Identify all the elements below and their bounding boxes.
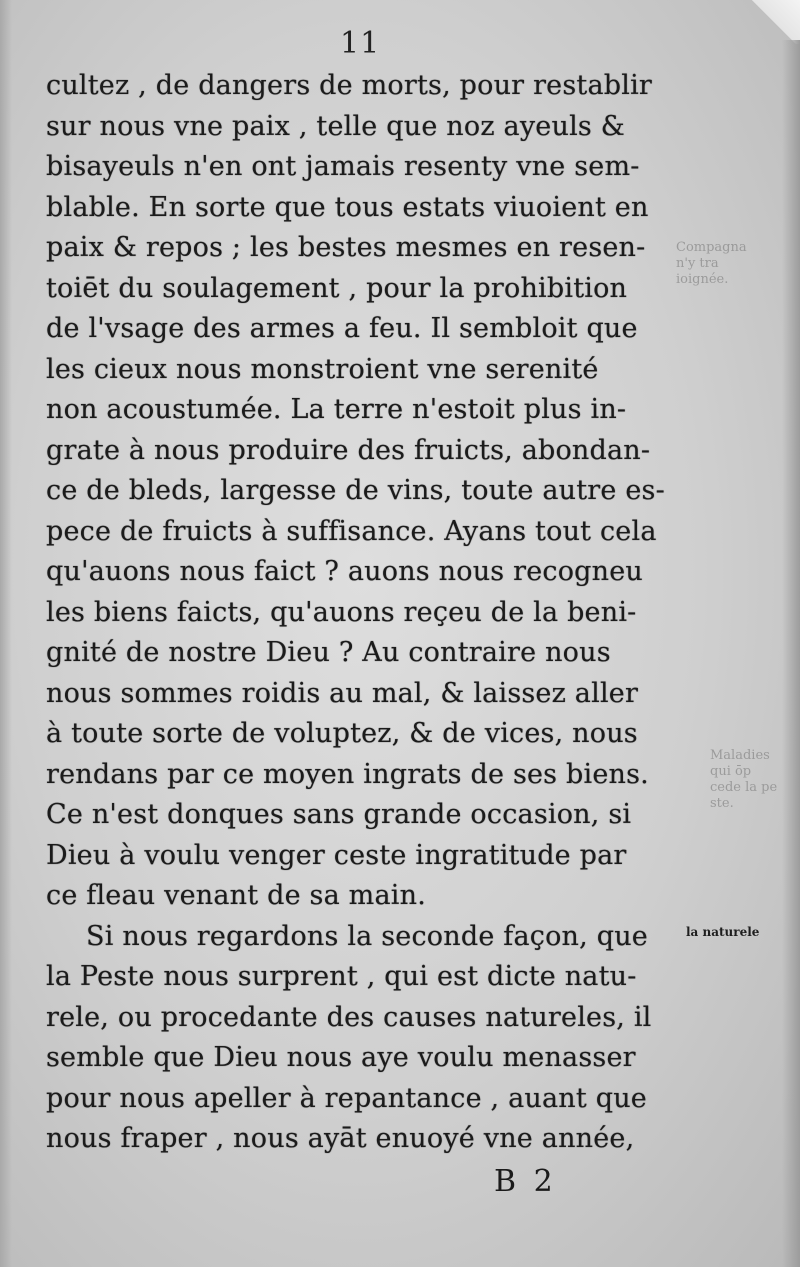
text-line: grate à nous produire des fruicts, abondan- — [46, 434, 651, 466]
text-line: ce de bleds, largesse de vins, toute autre es- — [46, 475, 665, 506]
text-line: la Peste nous surprent , qui est dicte natu- — [46, 961, 637, 992]
text-line: paix & repos ; les bestes mesmes en resen- — [46, 232, 646, 263]
page-edge-right — [782, 40, 800, 1267]
text-line: ce fleau venant de sa main. — [46, 880, 426, 911]
folded-corner — [738, 0, 800, 44]
text-line: pour nous apeller à repantance , auant que — [46, 1082, 647, 1114]
text-line: non acoustumée. La terre n'estoit plus in- — [46, 394, 627, 425]
show-through-text-middle: Maladies qui ōp cede la pe ste. — [710, 748, 778, 811]
text-line: gnité de nostre Dieu ? Au contraire nous — [46, 637, 611, 668]
page-number: 11 — [340, 26, 381, 61]
text-line: rele, ou procedante des causes natureles, il — [46, 1001, 652, 1033]
text-line: Ce n'est donques sans grande occasion, si — [46, 799, 632, 830]
margin-note: la naturele — [686, 925, 760, 939]
text-line: blable. En sorte que tous estats viuoient en — [46, 191, 649, 223]
show-through-text-upper: Compagna n'y tra ioignée. — [676, 240, 747, 287]
text-line: pece de fruicts à suffisance. Ayans tout cela — [46, 515, 657, 547]
text-line: à toute sorte de voluptez, & de vices, nous — [46, 718, 638, 749]
text-line: sur nous vne paix , telle que noz ayeuls & — [46, 110, 625, 142]
text-line: Dieu à voulu venger ceste ingratitude par — [46, 839, 627, 871]
text-line: bisayeuls n'en ont jamais resenty vne sem- — [46, 151, 640, 182]
text-line: les biens faicts, qu'auons reçeu de la beni- — [46, 596, 637, 628]
text-line: semble que Dieu nous aye voulu menasser — [46, 1042, 636, 1073]
text-line: nous fraper , nous ayāt enuoyé vne année, — [46, 1123, 635, 1154]
text-line: cultez , de dangers de morts, pour restablir — [46, 70, 653, 101]
text-line: les cieux nous monstroient vne serenité — [46, 353, 599, 385]
text-line: rendans par ce moyen ingrats de ses biens. — [46, 758, 649, 790]
text-line: toiēt du soulagement , pour la prohibition — [46, 272, 628, 304]
signature-mark: B 2 — [494, 1164, 557, 1199]
paragraph-start-line: Si nous regardons la seconde façon, que — [86, 920, 648, 952]
page-edge-left — [0, 0, 12, 1267]
text-line: de l'vsage des armes a feu. Il sembloit que — [46, 313, 638, 344]
text-line: nous sommes roidis au mal, & laissez aller — [46, 677, 639, 709]
body-text — [46, 66, 672, 1160]
text-line: qu'auons nous faict ? auons nous recogneu — [46, 556, 644, 587]
